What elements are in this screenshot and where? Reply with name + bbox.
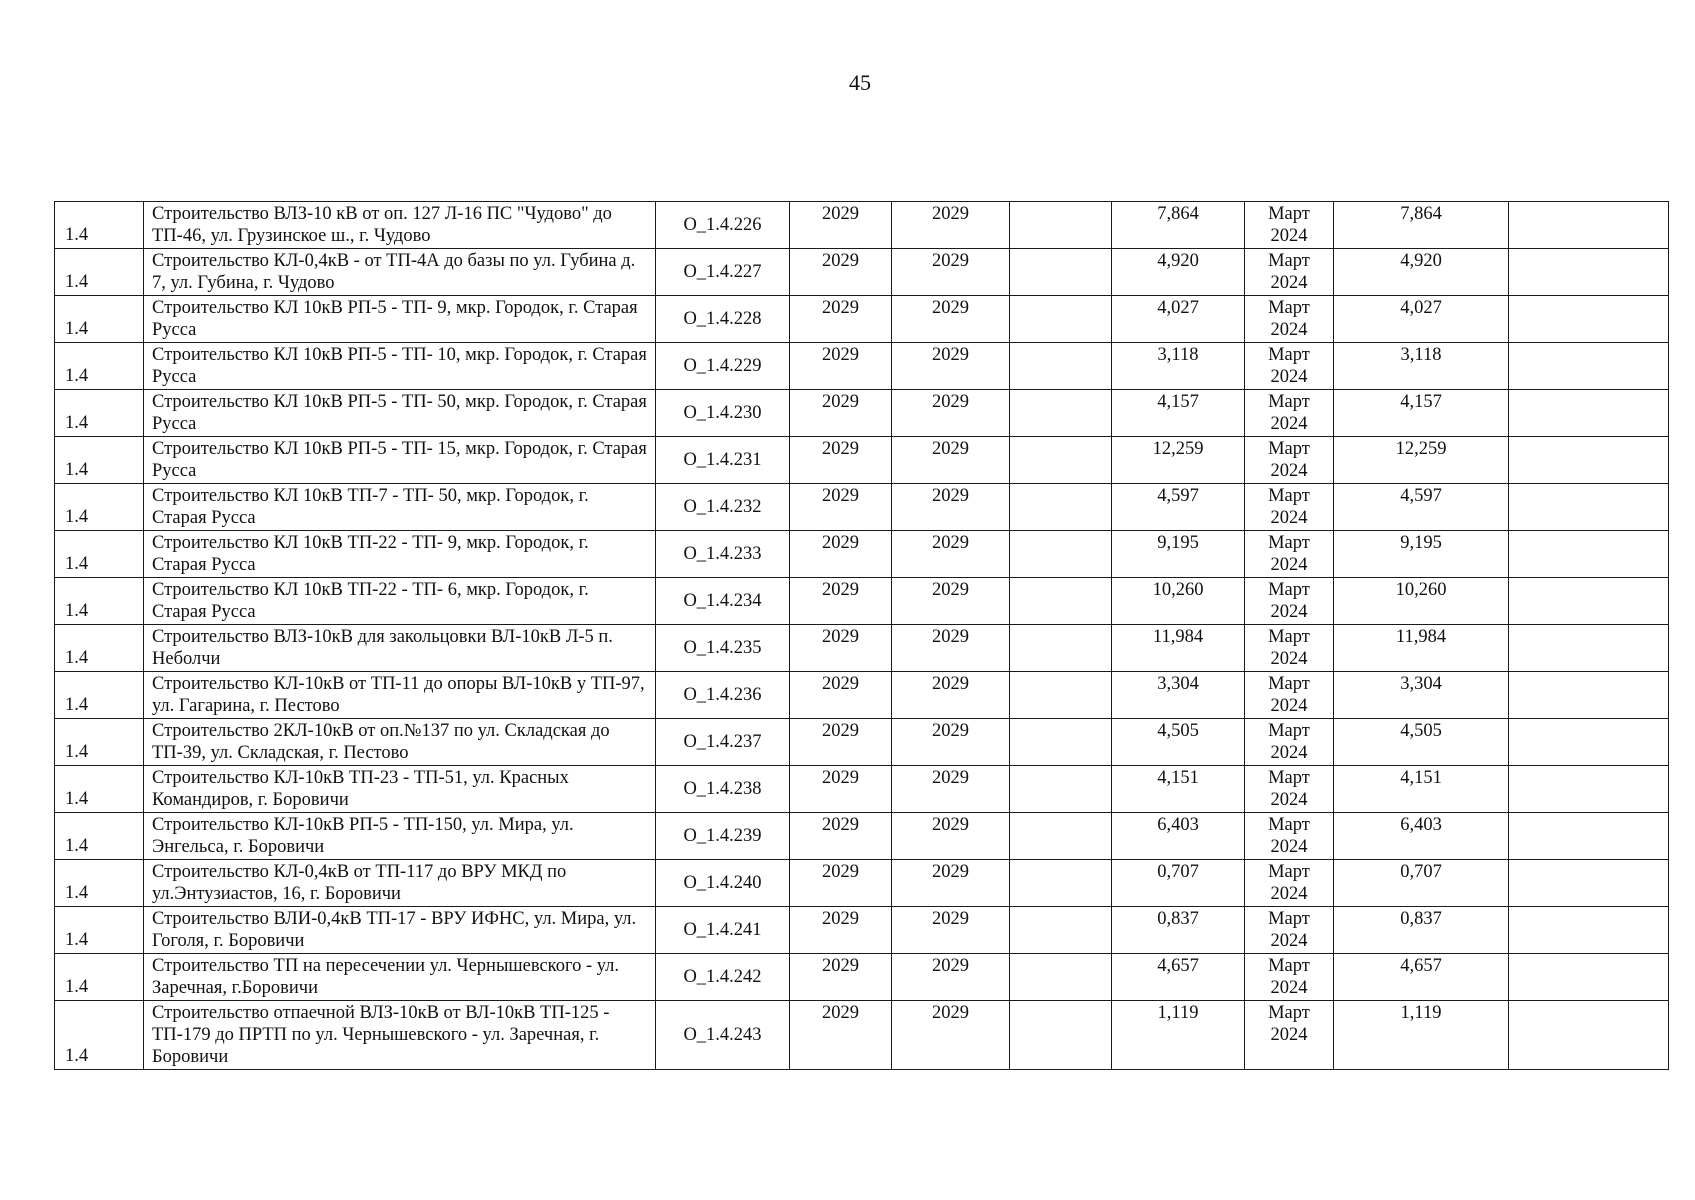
project-name-cell: Строительство КЛ-10кВ ТП-23 - ТП-51, ул. Красных Командиров, г. Боровичи [144,766,656,813]
project-name-cell: Строительство КЛ-10кВ РП-5 - ТП-150, ул. Мира, ул. Энгельса, г. Боровичи [144,813,656,860]
empty-cell [1010,625,1112,672]
note-cell [1509,954,1669,1001]
price-year: 2024 [1270,226,1308,246]
start-year-cell: 2029 [790,907,892,954]
cost-total-cell: 4,151 [1334,766,1509,813]
price-month: Март [1268,345,1310,365]
end-year-cell: 2029 [892,719,1010,766]
end-year-cell: 2029 [892,907,1010,954]
start-year-cell: 2029 [790,813,892,860]
price-month: Март [1268,204,1310,224]
price-year: 2024 [1270,696,1308,716]
project-name-cell: Строительство ВЛИ-0,4кВ ТП-17 - ВРУ ИФНС, ул. Мира, ул. Гоголя, г. Боровичи [144,907,656,954]
cost-value-cell: 12,259 [1112,437,1245,484]
empty-cell [1010,954,1112,1001]
project-code-cell: O_1.4.232 [656,484,790,531]
cost-value-cell: 9,195 [1112,531,1245,578]
section-number-cell: 1.4 [55,343,144,390]
cost-total-cell: 0,707 [1334,860,1509,907]
start-year-cell: 2029 [790,390,892,437]
note-cell [1509,860,1669,907]
end-year-cell: 2029 [892,343,1010,390]
end-year-cell: 2029 [892,813,1010,860]
project-code-cell: O_1.4.228 [656,296,790,343]
empty-cell [1010,907,1112,954]
note-cell [1509,578,1669,625]
project-code-cell: O_1.4.238 [656,766,790,813]
table-row [55,766,1669,813]
price-date-cell [1245,813,1334,860]
empty-cell [1010,578,1112,625]
cost-value-cell: 0,707 [1112,860,1245,907]
price-month: Март [1268,533,1310,553]
section-number-cell: 1.4 [55,672,144,719]
start-year-cell: 2029 [790,343,892,390]
investment-table [54,201,1669,1070]
project-code-cell: O_1.4.227 [656,249,790,296]
section-number-cell: 1.4 [55,954,144,1001]
cost-value-cell: 4,657 [1112,954,1245,1001]
cost-total-cell: 4,657 [1334,954,1509,1001]
price-month: Март [1268,862,1310,882]
price-year: 2024 [1270,414,1308,434]
section-number-cell: 1.4 [55,531,144,578]
cost-value-cell: 3,304 [1112,672,1245,719]
project-name-cell: Строительство КЛ-0,4кВ от ТП-117 до ВРУ МКД по ул.Энтузиастов, 16, г. Боровичи [144,860,656,907]
empty-cell [1010,1001,1112,1070]
price-month: Март [1268,815,1310,835]
project-name-cell: Строительство КЛ 10кВ ТП-22 - ТП- 9, мкр. Городок, г. Старая Русса [144,531,656,578]
project-name-cell: Строительство КЛ-0,4кВ - от ТП-4А до базы по ул. Губина д. 7, ул. Губина, г. Чудово [144,249,656,296]
table-body [55,202,1669,1070]
price-date-cell [1245,578,1334,625]
project-code-cell: O_1.4.230 [656,390,790,437]
empty-cell [1010,813,1112,860]
table-row [55,860,1669,907]
cost-total-cell: 4,157 [1334,390,1509,437]
table-row [55,343,1669,390]
section-number-cell: 1.4 [55,1001,144,1070]
empty-cell [1010,296,1112,343]
start-year-cell: 2029 [790,625,892,672]
project-code-cell: O_1.4.241 [656,907,790,954]
section-number-cell: 1.4 [55,249,144,296]
note-cell [1509,766,1669,813]
empty-cell [1010,719,1112,766]
price-date-cell [1245,907,1334,954]
price-year: 2024 [1270,978,1308,998]
section-number-cell: 1.4 [55,296,144,343]
cost-value-cell: 3,118 [1112,343,1245,390]
project-code-cell: O_1.4.243 [656,1001,790,1070]
table-row [55,484,1669,531]
project-code-cell: O_1.4.226 [656,202,790,249]
cost-value-cell: 11,984 [1112,625,1245,672]
end-year-cell: 2029 [892,390,1010,437]
table-row [55,625,1669,672]
table-row [55,437,1669,484]
cost-total-cell: 0,837 [1334,907,1509,954]
table-row [55,296,1669,343]
end-year-cell: 2029 [892,531,1010,578]
note-cell [1509,437,1669,484]
price-date-cell [1245,672,1334,719]
cost-total-cell: 1,119 [1334,1001,1509,1070]
project-code-cell: O_1.4.231 [656,437,790,484]
project-name-cell: Строительство КЛ 10кВ ТП-7 - ТП- 50, мкр. Городок, г. Старая Русса [144,484,656,531]
project-name-cell: Строительство КЛ 10кВ ТП-22 - ТП- 6, мкр. Городок, г. Старая Русса [144,578,656,625]
start-year-cell: 2029 [790,672,892,719]
cost-total-cell: 7,864 [1334,202,1509,249]
price-date-cell [1245,860,1334,907]
price-date-cell [1245,719,1334,766]
price-month: Март [1268,439,1310,459]
cost-value-cell: 4,151 [1112,766,1245,813]
cost-value-cell: 7,864 [1112,202,1245,249]
note-cell [1509,719,1669,766]
project-code-cell: O_1.4.229 [656,343,790,390]
table-row [55,1001,1669,1070]
project-name-cell: Строительство КЛ 10кВ РП-5 - ТП- 9, мкр. Городок, г. Старая Русса [144,296,656,343]
cost-value-cell: 4,027 [1112,296,1245,343]
cost-total-cell: 3,304 [1334,672,1509,719]
note-cell [1509,202,1669,249]
end-year-cell: 2029 [892,625,1010,672]
price-month: Март [1268,251,1310,271]
empty-cell [1010,860,1112,907]
cost-value-cell: 10,260 [1112,578,1245,625]
price-date-cell [1245,766,1334,813]
cost-total-cell: 9,195 [1334,531,1509,578]
end-year-cell: 2029 [892,954,1010,1001]
price-year: 2024 [1270,602,1308,622]
cost-total-cell: 6,403 [1334,813,1509,860]
empty-cell [1010,531,1112,578]
cost-value-cell: 1,119 [1112,1001,1245,1070]
empty-cell [1010,766,1112,813]
section-number-cell: 1.4 [55,578,144,625]
price-date-cell [1245,296,1334,343]
cost-total-cell: 4,920 [1334,249,1509,296]
empty-cell [1010,390,1112,437]
cost-value-cell: 6,403 [1112,813,1245,860]
price-year: 2024 [1270,367,1308,387]
section-number-cell: 1.4 [55,719,144,766]
project-name-cell: Строительство ВЛЗ-10 кВ от оп. 127 Л-16 ПС "Чудово" до ТП-46, ул. Грузинское ш., г. Чудово [144,202,656,249]
empty-cell [1010,484,1112,531]
end-year-cell: 2029 [892,578,1010,625]
empty-cell [1010,249,1112,296]
start-year-cell: 2029 [790,202,892,249]
note-cell [1509,672,1669,719]
price-date-cell [1245,343,1334,390]
end-year-cell: 2029 [892,202,1010,249]
table-row [55,813,1669,860]
cost-total-cell: 4,027 [1334,296,1509,343]
price-month: Март [1268,580,1310,600]
project-code-cell: O_1.4.235 [656,625,790,672]
price-date-cell [1245,1001,1334,1070]
cost-value-cell: 4,597 [1112,484,1245,531]
end-year-cell: 2029 [892,437,1010,484]
start-year-cell: 2029 [790,437,892,484]
price-month: Март [1268,298,1310,318]
end-year-cell: 2029 [892,484,1010,531]
price-date-cell [1245,531,1334,578]
section-number-cell: 1.4 [55,437,144,484]
price-month: Март [1268,909,1310,929]
price-month: Март [1268,721,1310,741]
section-number-cell: 1.4 [55,390,144,437]
price-month: Март [1268,1003,1310,1023]
project-name-cell: Строительство КЛ 10кВ РП-5 - ТП- 15, мкр. Городок, г. Старая Русса [144,437,656,484]
note-cell [1509,249,1669,296]
price-date-cell [1245,249,1334,296]
end-year-cell: 2029 [892,672,1010,719]
start-year-cell: 2029 [790,296,892,343]
project-code-cell: O_1.4.239 [656,813,790,860]
project-code-cell: O_1.4.233 [656,531,790,578]
price-month: Март [1268,768,1310,788]
price-month: Март [1268,392,1310,412]
note-cell [1509,343,1669,390]
price-month: Март [1268,956,1310,976]
note-cell [1509,531,1669,578]
start-year-cell: 2029 [790,719,892,766]
start-year-cell: 2029 [790,1001,892,1070]
end-year-cell: 2029 [892,249,1010,296]
table-row [55,531,1669,578]
table-row [55,672,1669,719]
empty-cell [1010,672,1112,719]
section-number-cell: 1.4 [55,860,144,907]
project-code-cell: O_1.4.236 [656,672,790,719]
price-year: 2024 [1270,273,1308,293]
note-cell [1509,296,1669,343]
price-date-cell [1245,954,1334,1001]
price-month: Март [1268,627,1310,647]
project-code-cell: O_1.4.240 [656,860,790,907]
project-name-cell: Строительство ТП на пересечении ул. Чернышевского - ул. Заречная, г.Боровичи [144,954,656,1001]
price-year: 2024 [1270,931,1308,951]
empty-cell [1010,202,1112,249]
section-number-cell: 1.4 [55,484,144,531]
project-code-cell: O_1.4.234 [656,578,790,625]
price-year: 2024 [1270,837,1308,857]
table-row [55,907,1669,954]
price-date-cell [1245,437,1334,484]
note-cell [1509,625,1669,672]
end-year-cell: 2029 [892,1001,1010,1070]
table-row [55,249,1669,296]
price-date-cell [1245,202,1334,249]
project-name-cell: Строительство ВЛЗ-10кВ для закольцовки ВЛ-10кВ Л-5 п. Неболчи [144,625,656,672]
start-year-cell: 2029 [790,954,892,1001]
project-name-cell: Строительство отпаечной ВЛЗ-10кВ от ВЛ-10кВ ТП-125 - ТП-179 до ПРТП по ул. Чернышевского - ул. Заречная, г. Боровичи [144,1001,656,1070]
end-year-cell: 2029 [892,296,1010,343]
table-row [55,202,1669,249]
table-row [55,719,1669,766]
start-year-cell: 2029 [790,531,892,578]
start-year-cell: 2029 [790,860,892,907]
project-code-cell: O_1.4.237 [656,719,790,766]
section-number-cell: 1.4 [55,625,144,672]
page-number: 45 [849,70,871,95]
start-year-cell: 2029 [790,766,892,813]
start-year-cell: 2029 [790,484,892,531]
section-number-cell: 1.4 [55,813,144,860]
table-row [55,954,1669,1001]
price-date-cell [1245,625,1334,672]
note-cell [1509,907,1669,954]
project-name-cell: Строительство КЛ 10кВ РП-5 - ТП- 10, мкр. Городок, г. Старая Русса [144,343,656,390]
end-year-cell: 2029 [892,860,1010,907]
note-cell [1509,484,1669,531]
start-year-cell: 2029 [790,249,892,296]
price-month: Март [1268,486,1310,506]
section-number-cell: 1.4 [55,766,144,813]
cost-total-cell: 4,597 [1334,484,1509,531]
price-year: 2024 [1270,1025,1308,1045]
empty-cell [1010,343,1112,390]
price-date-cell [1245,390,1334,437]
price-year: 2024 [1270,461,1308,481]
price-year: 2024 [1270,320,1308,340]
price-year: 2024 [1270,884,1308,904]
cost-value-cell: 0,837 [1112,907,1245,954]
price-year: 2024 [1270,649,1308,669]
cost-value-cell: 4,157 [1112,390,1245,437]
section-number-cell: 1.4 [55,907,144,954]
cost-total-cell: 11,984 [1334,625,1509,672]
cost-total-cell: 12,259 [1334,437,1509,484]
price-year: 2024 [1270,508,1308,528]
price-date-cell [1245,484,1334,531]
cost-value-cell: 4,505 [1112,719,1245,766]
empty-cell [1010,437,1112,484]
table-row [55,578,1669,625]
cost-total-cell: 3,118 [1334,343,1509,390]
cost-total-cell: 10,260 [1334,578,1509,625]
price-year: 2024 [1270,555,1308,575]
cost-total-cell: 4,505 [1334,719,1509,766]
price-year: 2024 [1270,790,1308,810]
price-month: Март [1268,674,1310,694]
cost-value-cell: 4,920 [1112,249,1245,296]
end-year-cell: 2029 [892,766,1010,813]
table-row [55,390,1669,437]
section-number-cell: 1.4 [55,202,144,249]
note-cell [1509,390,1669,437]
project-name-cell: Строительство КЛ-10кВ от ТП-11 до опоры ВЛ-10кВ у ТП-97, ул. Гагарина, г. Пестово [144,672,656,719]
project-name-cell: Строительство КЛ 10кВ РП-5 - ТП- 50, мкр. Городок, г. Старая Русса [144,390,656,437]
note-cell [1509,1001,1669,1070]
price-year: 2024 [1270,743,1308,763]
note-cell [1509,813,1669,860]
start-year-cell: 2029 [790,578,892,625]
project-name-cell: Строительство 2КЛ-10кВ от оп.№137 по ул. Складская до ТП-39, ул. Складская, г. Пестово [144,719,656,766]
project-code-cell: O_1.4.242 [656,954,790,1001]
